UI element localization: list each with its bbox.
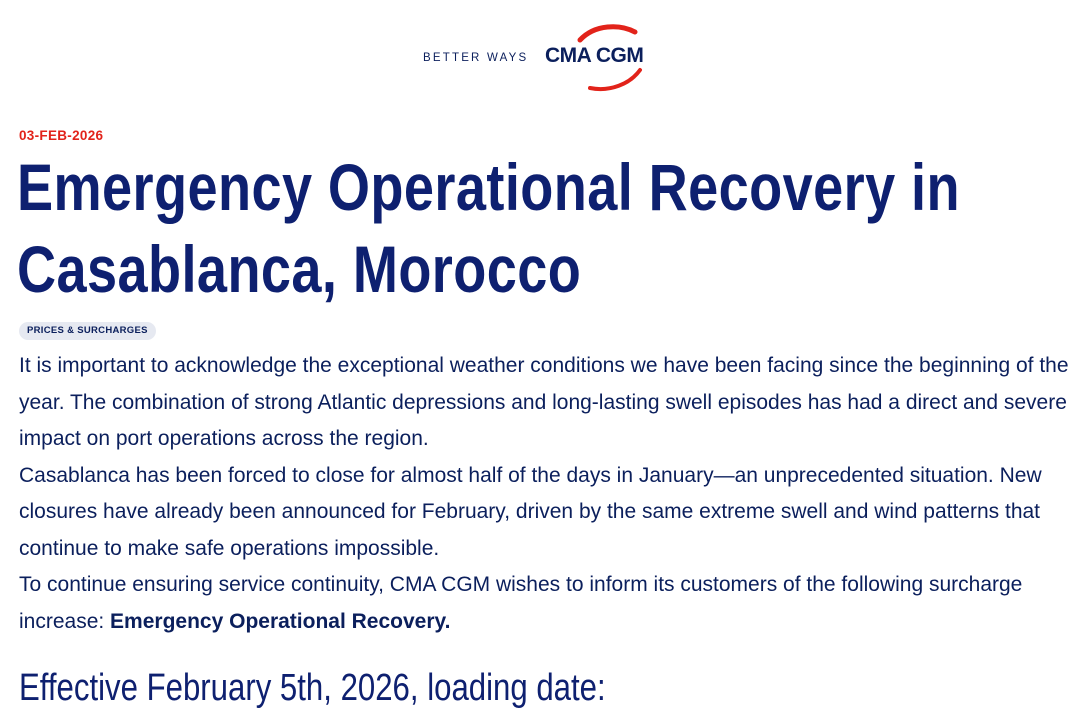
cma-cgm-logo[interactable] bbox=[540, 22, 665, 92]
paragraph: It is important to acknowledge the exceptional weather conditions we have been facing since the beginning of the year. The combination of strong Atlantic depressions and long-lasting swell episodes has had a direct and severe impact on port operations across the region. bbox=[19, 354, 1069, 450]
paragraph-text: To continue ensuring service continuity, CMA CGM wishes to inform its customers of the following surcharge increase: bbox=[19, 573, 1023, 633]
article-date: 03-FEB-2026 bbox=[19, 128, 104, 143]
article-body bbox=[19, 348, 1074, 640]
paragraph: Casablanca has been forced to close for almost half of the days in January—an unprecedented situation. New closures have already been announced for February, driven by the same extreme swell and wind patterns that continue to make safe operations impossible. bbox=[19, 463, 1042, 560]
category-badge[interactable]: PRICES & SURCHARGES bbox=[19, 322, 156, 340]
surcharge-name: Emergency Operational Recovery. bbox=[110, 609, 451, 633]
effective-date-heading: Effective February 5th, 2026, loading date: bbox=[19, 667, 606, 709]
article-title: Emergency Operational Recovery in Casablanca, Morocco bbox=[17, 150, 960, 306]
paragraph bbox=[19, 567, 1074, 640]
brand-tagline: BETTER WAYS bbox=[423, 52, 529, 64]
site-header bbox=[0, 22, 1080, 92]
logo-wordmark: CMA CGM bbox=[545, 44, 644, 67]
